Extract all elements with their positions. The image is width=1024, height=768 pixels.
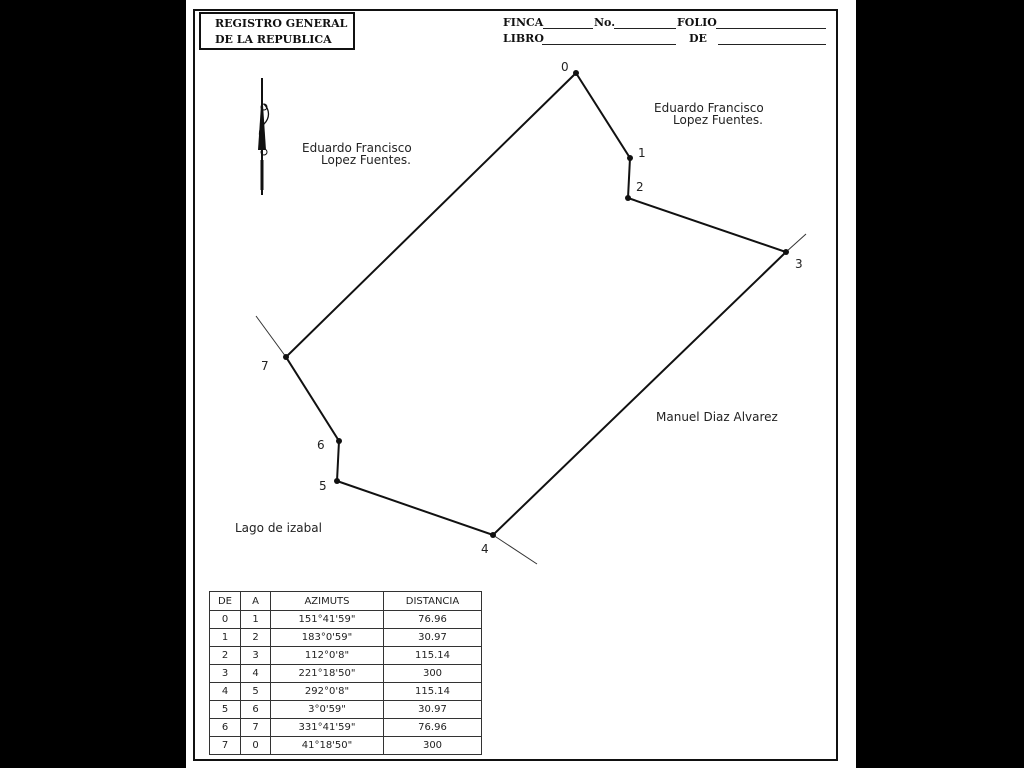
cell-a: 2: [241, 629, 271, 647]
vertex-label-6: 6: [317, 438, 325, 452]
header-de: DE: [210, 592, 241, 611]
table-row: [210, 719, 482, 737]
vertex-point: [334, 478, 340, 484]
cell-de: 3: [210, 665, 241, 683]
cell-azimut: 331°41'59": [271, 719, 384, 737]
header-distancia: DISTANCIA: [384, 592, 482, 611]
boundary-extension-line: [493, 535, 537, 564]
vertex-point: [783, 249, 789, 255]
vertex-point: [627, 155, 633, 161]
vertex-label-3: 3: [795, 257, 803, 271]
cell-distancia: 76.96: [384, 611, 482, 629]
cell-de: 0: [210, 611, 241, 629]
bearings-table: [209, 591, 482, 755]
libro-label: LIBRO: [503, 32, 544, 45]
vertex-label-2: 2: [636, 180, 644, 194]
cell-azimut: 151°41'59": [271, 611, 384, 629]
cell-de: 4: [210, 683, 241, 701]
cell-a: 7: [241, 719, 271, 737]
neighbor-bottom-left: Lago de izabal: [235, 521, 322, 535]
table-header-row: [210, 592, 482, 611]
neighbor-right: Manuel Diaz Alvarez: [656, 410, 778, 424]
cell-a: 6: [241, 701, 271, 719]
de-label: DE: [689, 32, 707, 45]
finca-label: FINCA: [503, 16, 544, 29]
cell-distancia: 30.97: [384, 629, 482, 647]
cell-distancia: 115.14: [384, 683, 482, 701]
cell-a: 0: [241, 737, 271, 755]
cell-de: 2: [210, 647, 241, 665]
vertex-label-5: 5: [319, 479, 327, 493]
folio-label: FOLIO: [677, 16, 717, 29]
vertex-point: [283, 354, 289, 360]
cell-de: 6: [210, 719, 241, 737]
boundary-extension-line: [256, 316, 286, 357]
vertex-point: [573, 70, 579, 76]
no-label: No.: [594, 16, 616, 29]
cell-distancia: 76.96: [384, 719, 482, 737]
cell-azimut: 3°0'59": [271, 701, 384, 719]
registry-title-line2: DE LA REPUBLICA: [215, 33, 332, 46]
vertex-label-4: 4: [481, 542, 489, 556]
neighbor-top-left-line2: Lopez Fuentes.: [321, 153, 411, 167]
cell-azimut: 112°0'8": [271, 647, 384, 665]
cell-distancia: 115.14: [384, 647, 482, 665]
cell-de: 5: [210, 701, 241, 719]
vertex-point: [490, 532, 496, 538]
table-row: [210, 701, 482, 719]
vertex-label-7: 7: [261, 359, 269, 373]
north-arrow-icon: [258, 78, 269, 195]
table-row: [210, 665, 482, 683]
neighbor-top-left-line1: Eduardo Francisco: [302, 141, 412, 155]
cell-azimut: 41°18'50": [271, 737, 384, 755]
cell-a: 3: [241, 647, 271, 665]
neighbor-top-right-line2: Lopez Fuentes.: [673, 113, 763, 127]
table-row: [210, 683, 482, 701]
cell-de: 1: [210, 629, 241, 647]
vertex-label-0: 0: [561, 60, 569, 74]
cell-azimut: 183°0'59": [271, 629, 384, 647]
cell-a: 4: [241, 665, 271, 683]
cell-azimut: 292°0'8": [271, 683, 384, 701]
neighbor-top-right-line1: Eduardo Francisco: [654, 101, 764, 115]
registry-title-line1: REGISTRO GENERAL: [215, 17, 348, 30]
cell-distancia: 300: [384, 665, 482, 683]
table-row: [210, 737, 482, 755]
table-row: [210, 629, 482, 647]
cell-a: 5: [241, 683, 271, 701]
table-row: [210, 611, 482, 629]
header-azimuts: AZIMUTS: [271, 592, 384, 611]
table-row: [210, 647, 482, 665]
header-a: A: [241, 592, 271, 611]
vertex-point: [625, 195, 631, 201]
vertex-label-1: 1: [638, 146, 646, 160]
vertex-point: [336, 438, 342, 444]
cell-a: 1: [241, 611, 271, 629]
cell-azimut: 221°18'50": [271, 665, 384, 683]
cell-distancia: 300: [384, 737, 482, 755]
cell-de: 7: [210, 737, 241, 755]
boundary-extension-line: [786, 234, 806, 252]
cell-distancia: 30.97: [384, 701, 482, 719]
